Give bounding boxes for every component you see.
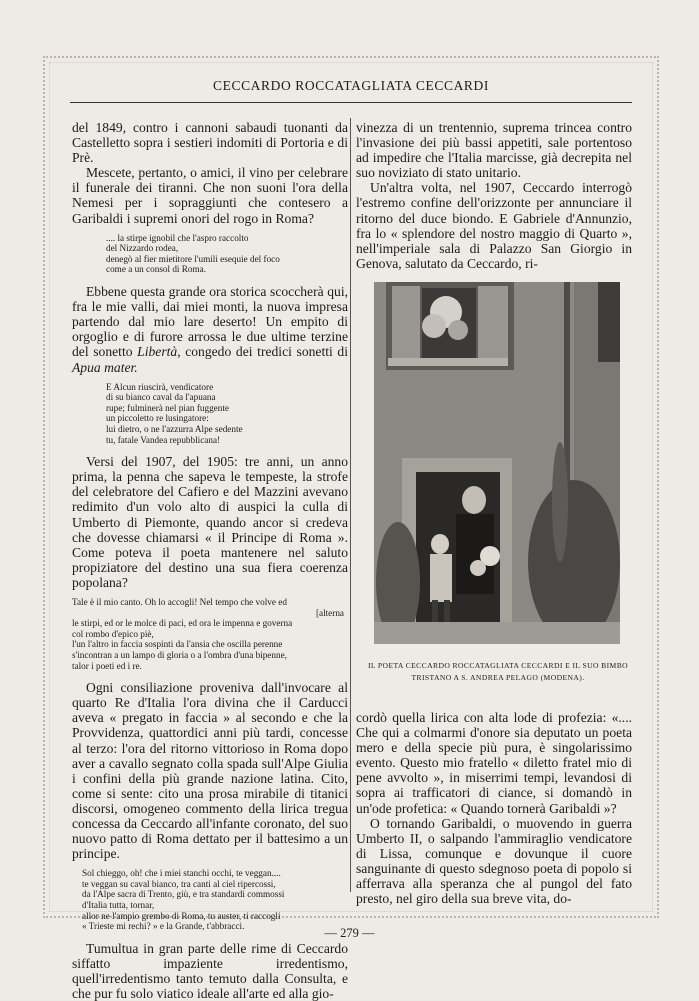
verse-line: Sol chieggo, oh! che i miei stanchi occhi, te veggan.... — [82, 868, 281, 879]
verse-line: E Alcun riuscirà, vendicatore — [106, 381, 214, 392]
verse-line: le stirpi, ed or le molce di paci, ed ora le impenna e governa — [72, 618, 293, 629]
verse-line: rupe; fulminerà nel pian fuggente — [106, 402, 229, 413]
verse-line: lui dietro, o ne l'azzurra Alpe sedente — [106, 423, 243, 434]
verse-line: « Trieste mi rechi? » e la Grande, t'abbracci. — [82, 921, 245, 932]
paragraph: Tumultua in gran parte delle rime di Ceccardo siffatto impaziente irredentismo, quell'irredentismo tanto temuto dalla Consulta, e che pur fu solo viatico ideale all'arte ed alla gio- — [72, 940, 348, 1001]
right-column-top — [356, 120, 632, 271]
paragraph: Ogni consiliazione proveniva dall'invocare al quarto Re d'Italia l'ora divina che il Carducci aveva « pregato in faccia » al secondo e che la Provvidenza, quattordici anni più tardi, concesse al terzo: l'ora del ritorno vittorioso in Roma dopo aver a cavallo segnato colla spada sull'Alpe Giulia i confini della più grande nazione latina. Cito, come si sente: cito una prosa mirabile di titanici discorsi, omogeneo commento della lirica tregua concessa da Ceccardo all'infante coronato, del suo nuovo patto di Roma dettato per il battesimo a un principe. — [72, 680, 348, 862]
verse-line: l'un l'altro in faccia sospinti da l'ansia che oscilla perenne — [72, 639, 283, 650]
paragraph: Mescete, pertanto, o amici, il vino per celebrare il funerale dei tiranni. Che non suoni l'ora della Nemesi per i sopraggiunti che contesero a Garibaldi i supremi onori del rogo in Roma? — [72, 165, 348, 226]
verse-line: come a un consol di Roma. — [106, 264, 207, 275]
running-header: CECCARDO ROCCATAGLIATA CECCARDI — [213, 78, 489, 93]
verse-quote — [106, 382, 348, 446]
paragraph: Un'altra volta, nel 1907, Ceccardo interrogò l'estremo confine dell'orizzonte per annunciare il ritorno del duce biondo. E Gabriele d'Annunzio, fra lo « splendore del nostro maggio di Quarto », nell'imperiale sala di Palazzo San Giorgio in Genova, salutato da Ceccardo, ri- — [356, 180, 632, 271]
verse-line: un piccoletto re lusingatore: — [106, 413, 209, 424]
verse-quote — [82, 868, 348, 932]
photograph — [374, 282, 620, 644]
verse-line: [alterna — [315, 607, 344, 618]
paragraph: Versi del 1907, del 1905: tre anni, un anno prima, la penna che sapeva le tempeste, la strofe del celebratore del Cafiero e del Mazzini avevano redimito d'un volo alto di auspici la culla di Umberto di Piemonte, quando ancor si credeva che dovesse chiamarsi « il Principe di Roma ». Come poteva il poeta mantenere nel saluto propiziatore del destino una sua fiera coerenza popolana? — [72, 454, 348, 590]
verse-line: da l'Alpe sacra di Trento, giù, e tra standardi commossi — [82, 889, 285, 900]
verse-line: denegò al fier mietitore l'umili esequie del foco — [106, 253, 280, 264]
photo-illustration — [374, 282, 620, 644]
paragraph: del 1849, contro i cannoni sabaudi tuonanti da Castelletto sopra i sestieri indomiti di Portoria e di Prè. — [72, 120, 348, 166]
verse-line: .... la stirpe ignobil che l'aspro raccolto — [106, 232, 249, 243]
verse-line: talor i poeti ed i re. — [72, 660, 142, 671]
verse-line: tu, fatale Vandea repubblicana! — [106, 434, 221, 445]
right-column-bottom — [356, 710, 632, 906]
paragraph: Ebbene questa grande ora storica scoccherà qui, fra le mie valli, dai miei monti, la nuova impresa partendo dal mio lare deserto! Un empito di orgoglio e di furore arrossa le due ultime terzine del sonetto Libertà, congedo dei tredici sonetti di Apua mater. — [72, 284, 348, 375]
verse-line: di su bianco caval da l'apuana — [106, 392, 216, 403]
verse-line: del Nizzardo rodea, — [106, 243, 179, 254]
verse-line: Tale è il mio canto. Oh lo accogli! Nel tempo che volve ed — [72, 597, 287, 607]
verse-quote — [106, 233, 348, 275]
verse-quote — [72, 597, 348, 671]
verse-line: d'Italia tutta, tornar, — [82, 900, 155, 911]
verse-line: s'incontran a un lampo di gloria o a l'ombra d'una bipenne, — [72, 649, 287, 660]
left-column — [72, 120, 348, 1001]
paragraph: vinezza di un trentennio, suprema trincea contro l'invasione dei più bassi appetiti, sale portentoso ad impedire che l'Italia marcisse, già decrepita nel suo noviziato di stato unitario. — [356, 120, 632, 181]
header-rule — [70, 102, 632, 103]
verse-line: allor ne l'ampio grembo di Roma, tu auster, ti raccogli — [82, 910, 281, 921]
paragraph: O tornando Garibaldi, o muovendo in guerra Umberto II, o salpando l'ammiraglio vendicatore di Lissa, comunque e dovunque il cuore sanguinante di questo sdegnoso poeta di popolo si afferrava alla speranza che al pungol del fato presto, nel giro della sua breve vita, do- — [356, 815, 632, 907]
verse-line: col rombo d'epico piè, — [72, 628, 154, 639]
column-divider — [350, 118, 351, 892]
page-number: — 279 — — [324, 926, 375, 940]
paragraph: cordò quella lirica con alta lode di profezia: «.... Che qui a colmarmi d'onore sia deputato un poeta mero e della specie più pura, è singolarissimo evento. Questo mio fratello « diletto fratel mio di pene avvolto », in miserrimi tempi, levandosi di sopra ai trafficatori di ciance, si domandò in un'ode profetica: « Quando tornerà Garibaldi »? — [356, 710, 632, 816]
photo-caption: IL POETA CECCARDO ROCCATAGLIATA CECCARDI E IL SUO BIMBO TRISTANO A S. ANDREA PELAGO (MODENA). — [367, 661, 629, 682]
verse-line: te veggan su caval bianco, tra canti al ciel ripercossi, — [82, 878, 276, 889]
